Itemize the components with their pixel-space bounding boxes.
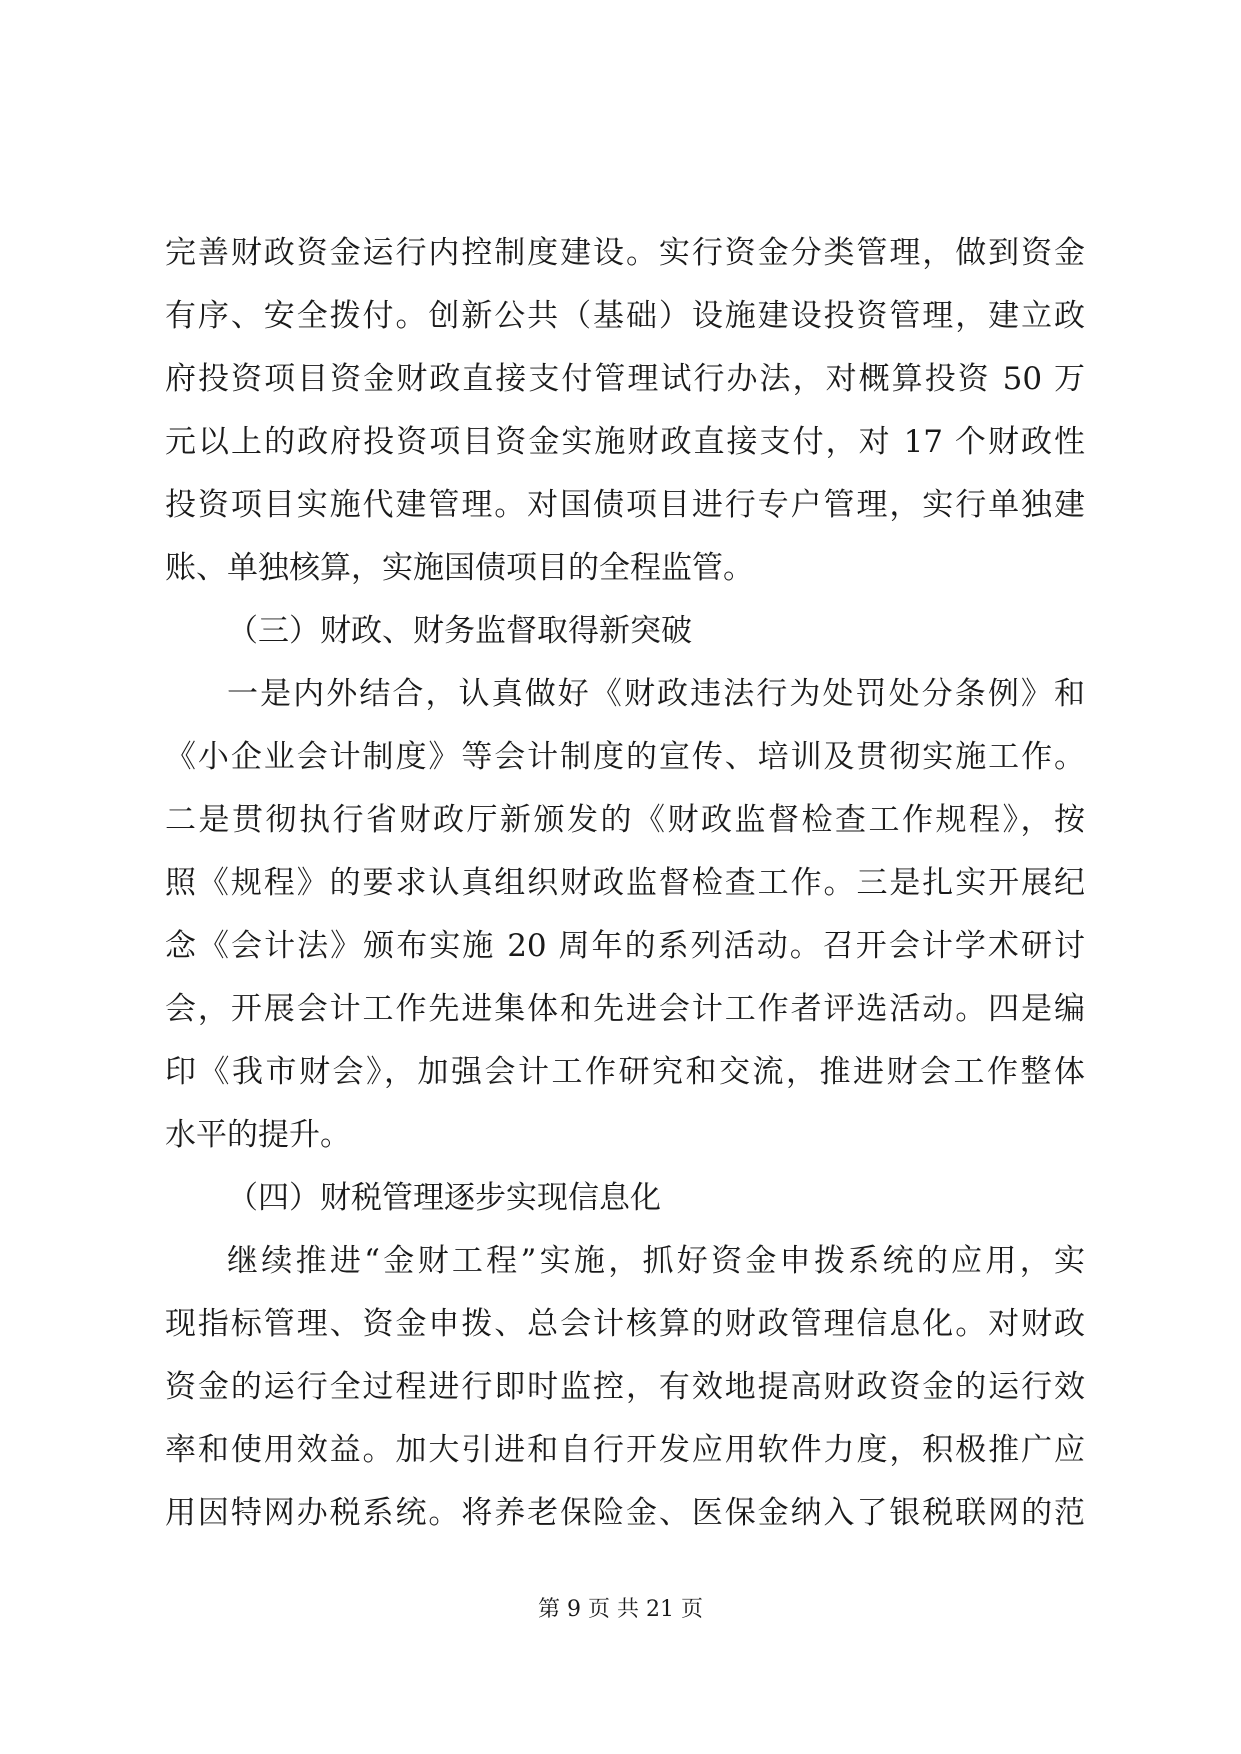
text-line: 用因特网办税系统。将养老保险金、医保金纳入了银税联网的范: [165, 1495, 1085, 1531]
text-line: 印《我市财会》，加强会计工作研究和交流，推进财会工作整体: [165, 1054, 1085, 1090]
text-line: 元以上的政府投资项目资金实施财政直接支付，对 17 个财政性: [165, 424, 1085, 460]
text-line: 完善财政资金运行内控制度建设。实行资金分类管理，做到资金: [165, 235, 1085, 271]
document-body: [165, 222, 1085, 1545]
text-line: 继续推进“金财工程”实施，抓好资金申拨系统的应用，实: [227, 1243, 1085, 1279]
section-heading: （四）财税管理逐步实现信息化: [227, 1180, 661, 1216]
text-line: 水平的提升。: [165, 1117, 351, 1153]
text-line: 府投资项目资金财政直接支付管理试行办法，对概算投资 50 万: [165, 361, 1085, 397]
text-line: 账、单独核算，实施国债项目的全程监管。: [165, 550, 754, 586]
text-line: 投资项目实施代建管理。对国债项目进行专户管理，实行单独建: [165, 487, 1085, 523]
text-line: 二是贯彻执行省财政厅新颁发的《财政监督检查工作规程》，按: [165, 802, 1085, 838]
text-line: 率和使用效益。加大引进和自行开发应用软件力度，积极推广应: [165, 1432, 1085, 1468]
text-line: 一是内外结合，认真做好《财政违法行为处罚处分条例》和: [227, 676, 1085, 712]
section-heading: （三）财政、财务监督取得新突破: [227, 613, 692, 649]
text-line: 《小企业会计制度》等会计制度的宣传、培训及贯彻实施工作。: [165, 739, 1085, 775]
text-line: 念《会计法》颁布实施 20 周年的系列活动。召开会计学术研讨: [165, 928, 1085, 964]
text-line: 现指标管理、资金申拨、总会计核算的财政管理信息化。对财政: [165, 1306, 1085, 1342]
text-line: 资金的运行全过程进行即时监控，有效地提高财政资金的运行效: [165, 1369, 1085, 1405]
text-line: 会，开展会计工作先进集体和先进会计工作者评选活动。四是编: [165, 991, 1085, 1027]
text-line: 有序、安全拨付。创新公共（基础）设施建设投资管理，建立政: [165, 298, 1085, 334]
text-line: 照《规程》的要求认真组织财政监督检查工作。三是扎实开展纪: [165, 865, 1085, 901]
page-number-footer: 第 9 页 共 21 页: [538, 1597, 703, 1622]
